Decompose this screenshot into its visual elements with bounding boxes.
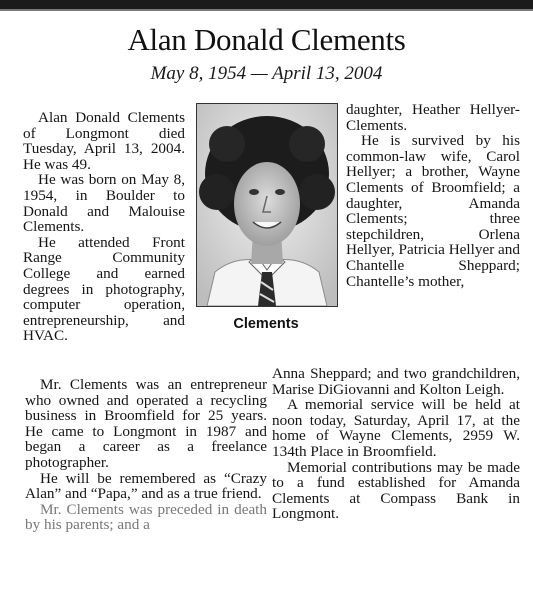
left-column-text [23, 110, 185, 344]
paragraph-memorial-contributions: Memorial contributions may be made to a fund established for Amanda Clements at Compass Bank in Longmont. [272, 458, 520, 523]
lower-right-column-text [272, 366, 520, 522]
paragraph-education: He attended Front Range Community College and earned degrees in photography, computer operation, entrepreneurship, and HVAC. [23, 233, 185, 345]
paragraph-remembered: He will be remembered as “Crazy Alan” and “Papa,” and as a true friend. [25, 469, 267, 503]
obituary-dates: May 8, 1954 — April 13, 2004 [150, 63, 383, 84]
paragraph-grandchildren: Anna Sheppard; and two grandchildren, Marise DiGiovanni and Kolton Leigh. [272, 365, 520, 398]
top-border-rule [0, 0, 533, 9]
paragraph-death-notice: Alan Donald Clements of Longmont died Tuesday, April 13, 2004. He was 49. [23, 109, 185, 173]
paragraph-preceded: Mr. Clements was preceded in death by his parents; and a [25, 500, 267, 534]
paragraph-birth: He was born on May 8, 1954, in Boulder to Donald and Malouise Clements. [23, 171, 185, 236]
paragraph-daughter-continued: daughter, Heather Hellyer-Clements. [346, 101, 520, 134]
portrait-photo [196, 103, 338, 307]
right-column-text [346, 102, 520, 289]
lower-left-column-text [25, 377, 267, 533]
photo-caption: Clements [233, 316, 299, 332]
top-border-shadow [0, 9, 533, 11]
paragraph-survivors: He is survived by his common-law wife, Carol Hellyer; a brother, Wayne Clements of Broomfield; a daughter, Amanda Clements; three stepchildren, Orlena Hellyer, Patricia Hellyer and Chantelle Sheppard; Chantelle’s mother, [346, 132, 520, 290]
paragraph-memorial-service: A memorial service will be held at noon today, Saturday, April 17, at the home of Wayne Clements, 2959 W. 134th Place in Broomfield. [272, 396, 520, 460]
obituary-name-heading: Alan Donald Clements [127, 22, 406, 57]
paragraph-career: Mr. Clements was an entrepreneur who owned and operated a recycling business in Broomfield for 25 years. He came to Longmont in 1987 and began a career as a freelance photographer. [25, 376, 267, 471]
portrait-image [197, 104, 337, 306]
